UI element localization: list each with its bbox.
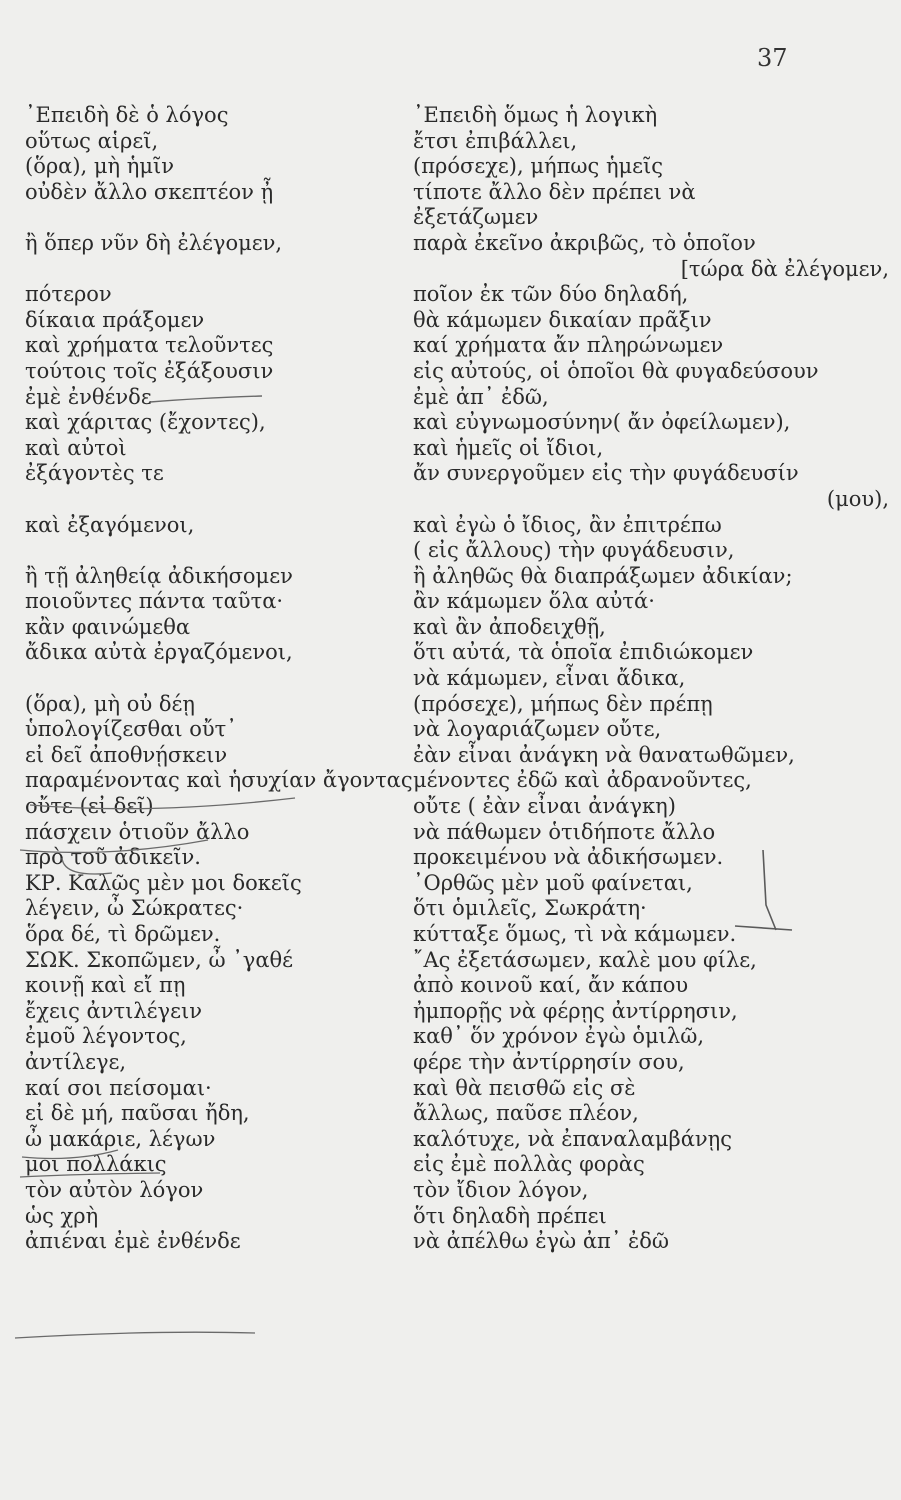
modern-greek-line: ἀπὸ κοινοῦ καί, ἄν κάπου bbox=[413, 973, 689, 998]
modern-greek-line: νὰ ἀπέλθω ἐγὼ ἀπ᾿ ἐδῶ bbox=[413, 1229, 670, 1254]
ancient-greek-line: λέγειν, ὦ Σώκρατες· bbox=[25, 896, 244, 921]
ancient-greek-line: (ὅρα), μὴ οὐ δέῃ bbox=[25, 691, 195, 716]
ancient-greek-line: δίκαια πράξομεν bbox=[25, 307, 205, 332]
ancient-greek-line: πότερον bbox=[25, 282, 112, 307]
ancient-greek-line: ἀντίλεγε, bbox=[25, 1049, 127, 1074]
ancient-greek-line bbox=[25, 538, 405, 564]
modern-greek-line: ῎Ας ἐξετάσωμεν, καλὲ μου φίλε, bbox=[413, 947, 757, 972]
modern-greek-line: μένοντες ἐδῶ καὶ ἀδρανοῦντες, bbox=[413, 768, 752, 793]
ancient-greek-line: οὔτε (εἰ δεῖ) bbox=[25, 794, 154, 819]
modern-greek-line: ἔτσι ἐπιβάλλει, bbox=[413, 128, 578, 153]
modern-greek-line: ( εἰς ἄλλους) τὴν φυγάδευσιν, bbox=[413, 538, 735, 563]
modern-greek-line: ἄν συνεργοῦμεν εἰς τὴν φυγάδευσίν bbox=[413, 461, 799, 486]
ancient-greek-line: κἂν φαινώμεθα bbox=[25, 614, 191, 639]
ancient-greek-line: (ὅρα), μὴ ἡμῖν bbox=[25, 154, 175, 179]
ancient-greek-line: καί σοι πείσομαι· bbox=[25, 1075, 212, 1100]
modern-greek-line: ἐξετάζωμεν bbox=[413, 205, 539, 230]
ancient-greek-line bbox=[25, 257, 405, 283]
modern-greek-line: καὶ ἐγὼ ὁ ἴδιος, ἂν ἐπιτρέπω bbox=[413, 512, 722, 537]
modern-greek-line: καὶ θὰ πεισθῶ εἰς σὲ bbox=[413, 1075, 636, 1100]
modern-greek-line: φέρε τὴν ἀντίρρησίν σου, bbox=[413, 1049, 685, 1074]
ancient-greek-line: οὐδὲν ἄλλο σκεπτέον ᾖ bbox=[25, 179, 274, 204]
ancient-greek-line: ἀπιέναι ἐμὲ ἐνθένδε bbox=[25, 1229, 241, 1254]
ancient-greek-line: ὦ μακάριε, λέγων bbox=[25, 1126, 216, 1151]
ancient-greek-line: ᾿Επειδὴ δὲ ὁ λόγος bbox=[25, 103, 229, 127]
modern-greek-line: [τώρα δὰ ἐλέγομεν, bbox=[680, 256, 889, 281]
modern-greek-line: νὰ πάθωμεν ὁτιδήποτε ἄλλο bbox=[413, 819, 716, 844]
ancient-greek-line: καὶ αὐτοὶ bbox=[25, 435, 127, 460]
pencil-underline-mark bbox=[15, 1332, 255, 1338]
ancient-greek-line: ὑπολογίζεσθαι οὔτ᾿ bbox=[25, 717, 237, 742]
modern-greek-line: εἰς ἐμὲ πολλὰς φορὰς bbox=[413, 1152, 645, 1177]
ancient-greek-line: ἐξάγοντὲς τε bbox=[25, 461, 164, 486]
ancient-greek-line: ἢ ὅπερ νῦν δὴ ἐλέγομεν, bbox=[25, 230, 283, 255]
modern-greek-line: καὶ ἡμεῖς οἱ ἴδιοι, bbox=[413, 435, 604, 460]
modern-greek-line: παρὰ ἐκεῖνο ἀκριβῶς, τὸ ὁποῖον bbox=[413, 230, 756, 255]
ancient-greek-line bbox=[25, 487, 405, 513]
ancient-greek-line: τὸν αὐτὸν λόγον bbox=[25, 1177, 204, 1202]
modern-greek-line: (πρόσεχε), μήπως ἡμεῖς bbox=[413, 154, 664, 179]
modern-greek-line: ἢ ἀληθῶς θὰ διαπράξωμεν ἀδικίαν; bbox=[413, 563, 793, 588]
modern-greek-line: ἐὰν εἶναι ἀνάγκη νὰ θανατωθῶμεν, bbox=[413, 742, 795, 767]
modern-greek-line: νὰ κάμωμεν, εἶναι ἄδικα, bbox=[413, 666, 686, 691]
ancient-greek-line: κοινῇ καὶ εἴ πῃ bbox=[25, 973, 186, 998]
ancient-greek-line: ΣΩΚ. Σκοπῶμεν, ὦ ᾿γαθέ bbox=[25, 947, 294, 972]
modern-greek-line: (πρόσεχε), μήπως δὲν πρέπῃ bbox=[413, 691, 713, 716]
ancient-greek-line bbox=[25, 205, 405, 231]
modern-greek-line: ἄλλως, παῦσε πλέον, bbox=[413, 1101, 639, 1126]
modern-greek-line: ᾿Ορθῶς μὲν μοῦ φαίνεται, bbox=[413, 870, 693, 895]
ancient-greek-line bbox=[25, 666, 405, 692]
modern-greek-line: ἂν κάμωμεν ὅλα αὐτά· bbox=[413, 589, 655, 614]
modern-greek-line: καί χρήματα ἄν πληρώνωμεν bbox=[413, 333, 724, 358]
modern-greek-line: ὅτι ὁμιλεῖς, Σωκράτη· bbox=[413, 896, 647, 921]
modern-greek-line: καὶ εὐγνωμοσύνην( ἄν ὀφείλωμεν), bbox=[413, 410, 791, 435]
modern-greek-line: ὅτι δηλαδὴ πρέπει bbox=[413, 1203, 607, 1228]
modern-greek-line: οὔτε ( ἐὰν εἶναι ἀνάγκη) bbox=[413, 794, 676, 819]
ancient-greek-line: πρὸ τοῦ ἀδικεῖν. bbox=[25, 845, 201, 870]
modern-greek-line: καλότυχε, νὰ ἐπαναλαμβάνῃς bbox=[413, 1126, 732, 1151]
modern-greek-line: τὸν ἴδιον λόγον, bbox=[413, 1177, 589, 1202]
ancient-greek-line: ποιοῦντες πάντα ταῦτα· bbox=[25, 589, 284, 614]
ancient-greek-line: ὅρα δέ, τὶ δρῶμεν. bbox=[25, 922, 221, 946]
ancient-greek-line: ἐμοῦ λέγοντος, bbox=[25, 1024, 187, 1049]
ancient-greek-column bbox=[25, 103, 413, 1255]
modern-greek-line: ὅτι αὐτά, τὰ ὁποῖα ἐπιδιώκομεν bbox=[413, 640, 754, 665]
modern-greek-line: ἐμὲ ἀπ᾿ ἐδῶ, bbox=[413, 384, 549, 409]
ancient-greek-line: παραμένοντας καὶ ἡσυχίαν ἄγοντας bbox=[25, 768, 413, 793]
ancient-greek-line: ἢ τῇ ἀληθείᾳ ἀδικήσομεν bbox=[25, 563, 293, 588]
modern-greek-line: ποῖον ἐκ τῶν δύο δηλαδή, bbox=[413, 282, 689, 307]
ancient-greek-line: εἰ δεῖ ἀποθνῄσκειν bbox=[25, 742, 228, 767]
ancient-greek-line: ΚΡ. Καλῶς μὲν μοι δοκεῖς bbox=[25, 870, 302, 895]
ancient-greek-line: καὶ ἐξαγόμενοι, bbox=[25, 512, 195, 537]
ancient-greek-line: τούτοις τοῖς ἐξάξουσιν bbox=[25, 358, 274, 383]
modern-greek-line: νὰ λογαριάζωμεν οὔτε, bbox=[413, 717, 662, 742]
modern-greek-line: εἰς αὐτούς, οἱ ὁποῖοι θὰ φυγαδεύσουν bbox=[413, 358, 819, 383]
modern-greek-line: θὰ κάμωμεν δικαίαν πρᾶξιν bbox=[413, 307, 712, 332]
modern-greek-line: καθ᾿ ὅν χρόνον ἐγὼ ὁμιλῶ, bbox=[413, 1024, 705, 1049]
ancient-greek-line: καὶ χάριτας (ἔχοντες), bbox=[25, 410, 266, 435]
ancient-greek-line: καὶ χρήματα τελοῦντες bbox=[25, 333, 274, 358]
modern-greek-line: καὶ ἂν ἀποδειχθῇ, bbox=[413, 614, 606, 639]
ancient-greek-line: ἔχεις ἀντιλέγειν bbox=[25, 998, 202, 1023]
ancient-greek-line: εἰ δὲ μή, παῦσαι ἤδη, bbox=[25, 1101, 250, 1126]
ancient-greek-line: πάσχειν ὁτιοῦν ἄλλο bbox=[25, 819, 250, 844]
ancient-greek-line: οὕτως αἱρεῖ, bbox=[25, 128, 159, 153]
ancient-greek-line: ὡς χρὴ bbox=[25, 1203, 99, 1228]
ancient-greek-line: ἄδικα αὐτὰ ἐργαζόμενοι, bbox=[25, 640, 293, 665]
modern-greek-line: προκειμένου νὰ ἀδικήσωμεν. bbox=[413, 845, 724, 870]
modern-greek-line: ᾿Επειδὴ ὅμως ἡ λογικὴ bbox=[413, 103, 658, 127]
modern-greek-line: τίποτε ἄλλο δὲν πρέπει νὰ bbox=[413, 179, 696, 204]
ancient-greek-line: ἐμὲ ἐνθένδε bbox=[25, 384, 152, 409]
page-number: 37 bbox=[757, 44, 788, 72]
ancient-greek-line: μοι πολλάκις bbox=[25, 1152, 167, 1177]
modern-greek-line: ἠμπορῇς νὰ φέρῃς ἀντίρρησιν, bbox=[413, 998, 738, 1023]
modern-greek-line: κύτταξε ὅμως, τὶ νὰ κάμωμεν. bbox=[413, 922, 737, 946]
modern-greek-line: (μου), bbox=[826, 486, 889, 511]
modern-greek-column bbox=[413, 103, 893, 1255]
